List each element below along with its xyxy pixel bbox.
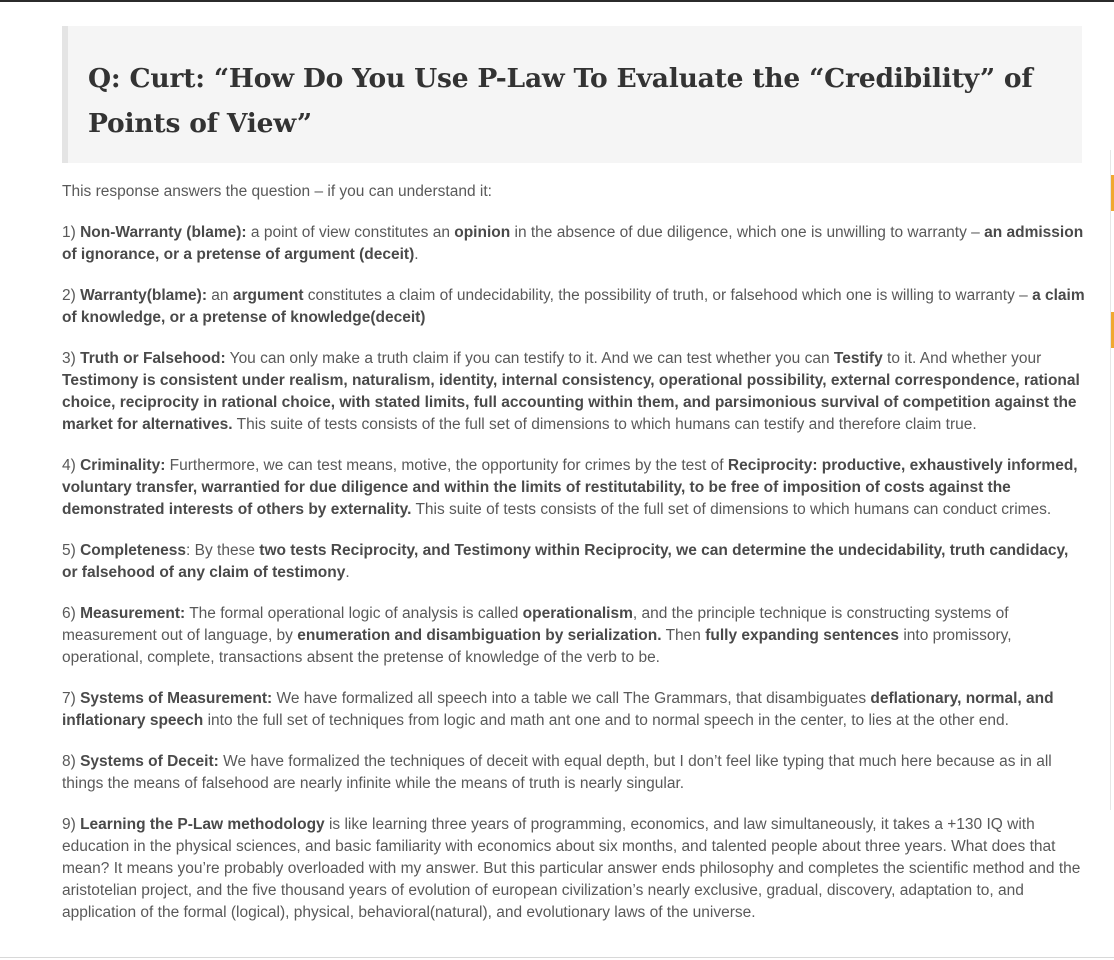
answer-item-3: 3) Truth or Falsehood: You can only make a truth claim if you can testify to it. And we can test whether you can Testify to it. And whether your Testimony is consistent under realism, naturalism, identity, internal consistency, operational possibility, external correspondence, rational choice, reciprocity in rational choice, with stated limits, full accounting within them, and parsimonious survival of competition against the market for alternatives. This suite of tests consists of the full set of dimensions to which humans can testify and therefore claim true. [62, 350, 1080, 433]
answer-item-6: 6) Measurement: The formal operational logic of analysis is called operationalism, and the principle technique is constructing systems of measurement out of language, by enumeration and disambiguation by serialization. Then fully expanding sentences into promissory, operational, complete, transactions absent the pretense of knowledge of the verb to be. [62, 605, 1012, 666]
question-heading-box [62, 26, 1082, 163]
answer-item-9: 9) Learning the P-Law methodology is like learning three years of programming, economics, and law simultaneously, it takes a +130 IQ with education in the physical sciences, and basic familiarity with economics about six months, and talented people about three years. What does that mean? It means you’re probably overloaded with my answer. But this particular answer ends philosophy and completes the scientific method and the aristotelian project, and the five thousand years of evolution of european civilization’s nearly exclusive, gradual, discovery, adaptation to, and application of the formal (logical), physical, behavioral(natural), and evolutionary laws of the universe. [62, 816, 1081, 921]
intro-paragraph: This response answers the question – if you can understand it: [62, 183, 492, 200]
sidebar-divider [1110, 150, 1111, 810]
bottom-divider [0, 957, 1114, 958]
answer-body [62, 181, 1086, 943]
answer-item-8: 8) Systems of Deceit: We have formalized the techniques of deceit with equal depth, but I don’t feel like typing that much here because as in all things the means of falsehood are nearly infinite while the means of truth is nearly singular. [62, 753, 1052, 792]
answer-item-1: 1) Non-Warranty (blame): a point of view constitutes an opinion in the absence of due diligence, which one is unwilling to warranty – an admission of ignorance, or a pretense of argument (deceit). [62, 224, 1084, 263]
top-border [0, 0, 1114, 2]
page-title: Q: Curt: “How Do You Use P-Law To Evaluate the “Credibility” of Points of View” [88, 63, 1033, 139]
answer-item-4: 4) Criminality: Furthermore, we can test means, motive, the opportunity for crimes by the test of Reciprocity: productive, exhaustively informed, voluntary transfer, warrantied for due diligence and within the limits of restitutability, to be free of imposition of costs against the demonstrated interests of others by externality. This suite of tests consists of the full set of dimensions to which humans can conduct crimes. [62, 457, 1078, 518]
answer-item-2: 2) Warranty(blame): an argument constitutes a claim of undecidability, the possibility of truth, or falsehood which one is willing to warranty – a claim of knowledge, or a pretense of knowledge(deceit) [62, 287, 1085, 326]
answer-item-7: 7) Systems of Measurement: We have formalized all speech into a table we call The Grammars, that disambiguates deflationary, normal, and inflationary speech into the full set of techniques from logic and math ant one and to normal speech in the center, to lies at the other end. [62, 690, 1054, 729]
answer-item-5: 5) Completeness: By these two tests Reciprocity, and Testimony within Reciprocity, we can determine the undecidability, truth candidacy, or falsehood of any claim of testimony. [62, 542, 1069, 581]
